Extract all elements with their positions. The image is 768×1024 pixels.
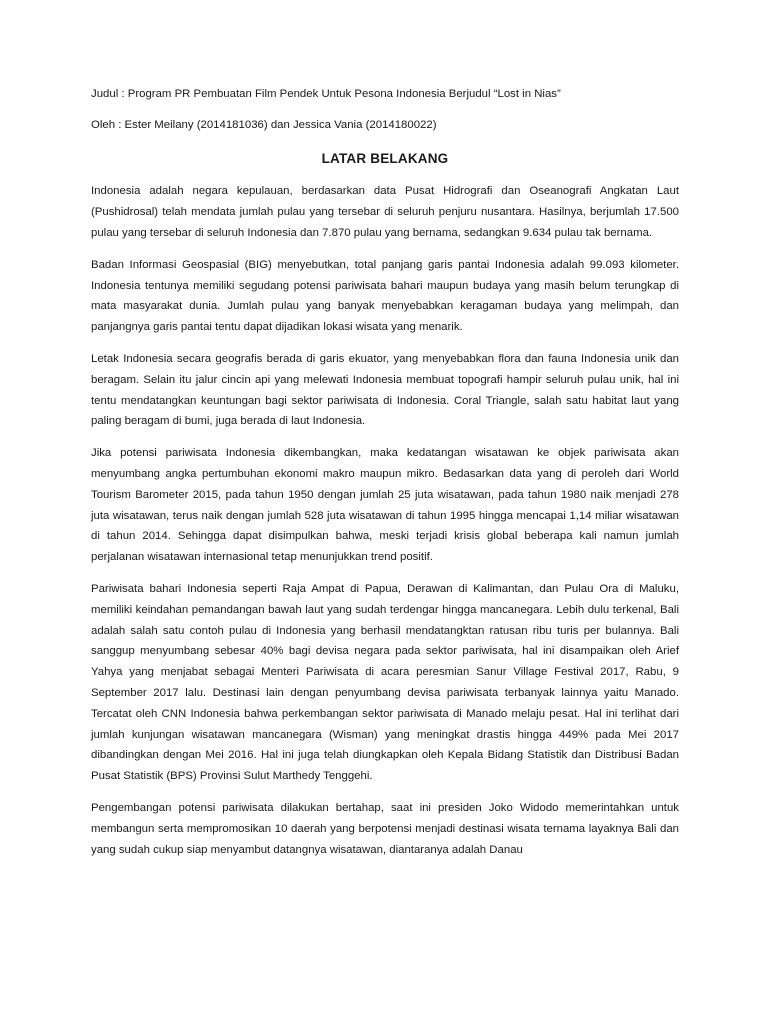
paragraph-1: Indonesia adalah negara kepulauan, berdasarkan data Pusat Hidrografi dan Oseanografi Angkatan Laut (Pushidrosal) telah mendata jumlah pulau yang tersebar di seluruh penjuru nusantara. Hasilnya, berjumlah 17.500 pulau yang tersebar di seluruh Indonesia dan 7.870 pulau yang bernama, sedangkan 9.634 pulau tak bernama. (91, 185, 679, 239)
document-author-line: Oleh : Ester Meilany (2014181036) dan Jessica Vania (2014180022) (91, 118, 437, 131)
paragraph-2: Badan Informasi Geospasial (BIG) menyebutkan, total panjang garis pantai Indonesia adalah 99.093 kilometer. Indonesia tentunya memiliki segudang potensi pariwisata bahari maupun budaya yang masih belum terungkap di mata masyarakat dunia. Jumlah pulau yang banyak menyebabkan keragaman budaya yang melimpah, dan panjangnya garis pantai tentu dapat dijadikan lokasi wisata yang menarik. (91, 258, 679, 334)
paragraph-3: Letak Indonesia secara geografis berada di garis ekuator, yang menyebabkan flora dan fauna Indonesia unik dan beragam. Selain itu jalur cincin api yang melewati Indonesia membuat topografi hampir seluruh pulau unik, hal ini tentu mendatangkan keuntungan bagi sektor pariwisata di Indonesia. Coral Triangle, salah satu habitat laut yang paling beragam di bumi, juga berada di laut Indonesia. (91, 352, 679, 428)
document-title-line: Judul : Program PR Pembuatan Film Pendek Untuk Pesona Indonesia Berjudul “Lost in Nias” (91, 88, 561, 100)
paragraph-4: Jika potensi pariwisata Indonesia dikembangkan, maka kedatangan wisatawan ke objek pariwisata akan menyumbang angka pertumbuhan ekonomi makro maupun mikro. Bedasarkan data yang di peroleh dari World Tourism Barometer 2015, pada tahun 1950 dengan jumlah 25 juta wisatawan, pada tahun 1980 naik menjadi 278 juta wisatawan, terus naik dengan jumlah 528 juta wisatawan di tahun 1995 hingga mencapai 1,14 miliar wisatawan di tahun 2014. Sehingga dapat disimpulkan bahwa, meski terjadi krisis global beberapa kali namun jumlah perjalanan wisatawan internasional tetap menunjukkan trend positif. (91, 447, 679, 564)
paragraph-5: Pariwisata bahari Indonesia seperti Raja Ampat di Papua, Derawan di Kalimantan, dan Pulau Ora di Maluku, memiliki keindahan pemandangan bawah laut yang sudah terdengar hingga mancanegara. Lebih dulu terkenal, Bali adalah salah satu contoh pulau di Indonesia yang berhasil mendatangktan ratusan ribu turis per bulannya. Bali sanggup menyumbang sebesar 40% bagi devisa negara pada sektor pariwisata, hal ini disampaikan oleh Arief Yahya yang menjabat sebagai Menteri Pariwisata di acara peresmian Sanur Village Festival 2017, Rabu, 9 September 2017 lalu. Destinasi lain dengan penyumbang devisa pariwisata terbanyak lainnya yaitu Manado. Tercatat oleh CNN Indonesia bahwa perkembangan sektor pariwisata di Manado melaju pesat. Hal ini terlihat dari jumlah kunjungan wisatawan mancanegara (Wisman) yang meningkat drastis hingga 449% pada Mei 2017 dibandingkan dengan Mei 2016. Hal ini juga telah diungkapkan oleh Kepala Bidang Statistik dan Distribusi Badan Pusat Statistik (BPS) Provinsi Sulut Marthedy Tenggehi. (91, 582, 679, 783)
document-page (91, 84, 679, 871)
paragraph-6: Pengembangan potensi pariwisata dilakukan bertahap, saat ini presiden Joko Widodo memerintahkan untuk membangun serta mempromosikan 10 daerah yang berpotensi menjadi destinasi wisata ternama layaknya Bali dan yang sudah cukup siap menyambut datangnya wisatawan, diantaranya adalah Danau (91, 801, 679, 856)
section-heading: LATAR BELAKANG (321, 150, 449, 166)
